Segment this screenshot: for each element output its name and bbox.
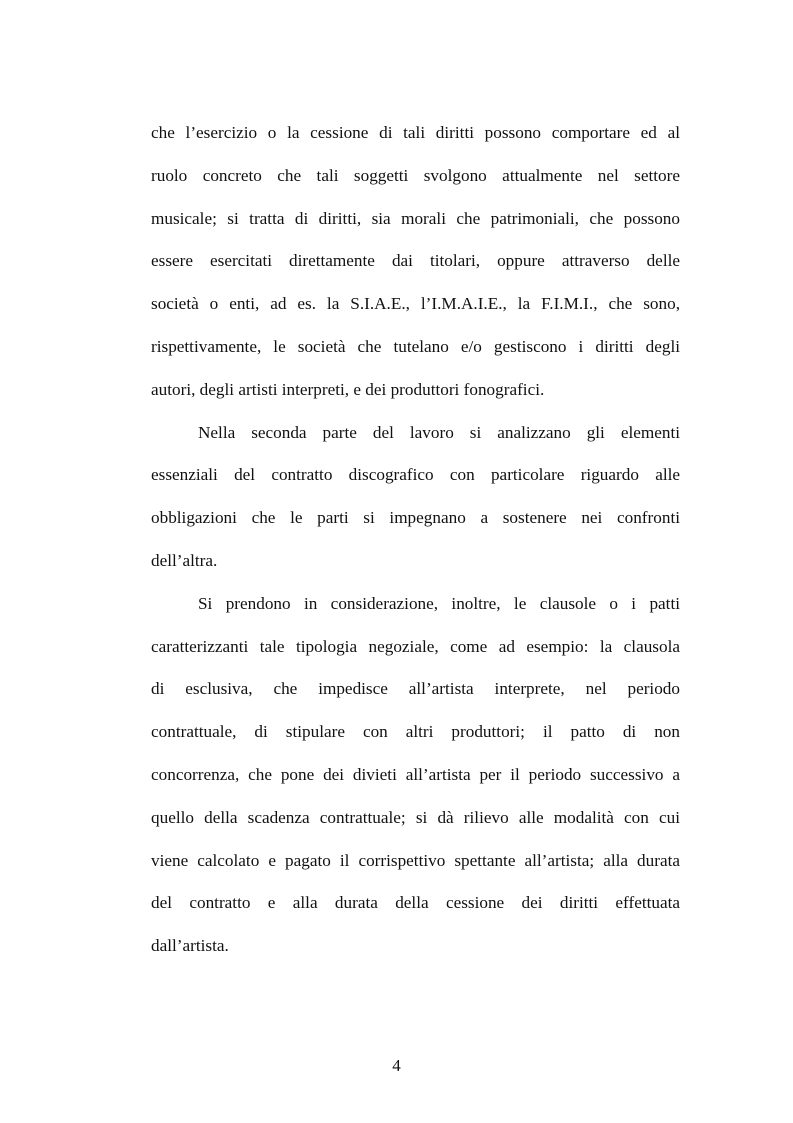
text-line: quello della scadenza contrattuale; si dà rilievo alle modalità con cui xyxy=(151,807,680,827)
text-line: essenziali del contratto discografico con particolare riguardo alle xyxy=(151,465,680,485)
text-line: concorrenza, che pone dei divieti all’artista per il periodo successivo a xyxy=(151,764,680,784)
text-line: Nella seconda parte del lavoro si analizzano gli elementi xyxy=(198,422,680,442)
text-line: autori, degli artisti interpreti, e dei produttori fonografici. xyxy=(151,379,545,399)
text-line: di esclusiva, che impedisce all’artista interprete, nel periodo xyxy=(151,679,680,699)
body-text xyxy=(151,112,680,968)
text-line: caratterizzanti tale tipologia negoziale, come ad esempio: la clausola xyxy=(151,636,680,656)
text-line: contrattuale, di stipulare con altri produttori; il patto di non xyxy=(151,722,680,742)
paragraph-1 xyxy=(151,112,680,412)
text-line: essere esercitati direttamente dai titolari, oppure attraverso delle xyxy=(151,251,680,271)
text-line: ruolo concreto che tali soggetti svolgono attualmente nel settore xyxy=(151,165,680,185)
text-line: che l’esercizio o la cessione di tali diritti possono comportare ed al xyxy=(151,123,680,142)
text-line: dell’altra. xyxy=(151,550,218,570)
text-line: del contratto e alla durata della cessione dei diritti effettuata xyxy=(151,893,680,913)
page-number: 4 xyxy=(392,1056,401,1075)
text-line: dall’artista. xyxy=(151,936,229,956)
text-line: rispettivamente, le società che tutelano e/o gestiscono i diritti degli xyxy=(151,336,680,356)
paragraph-2 xyxy=(151,412,680,583)
text-line: viene calcolato e pagato il corrispettivo spettante all’artista; alla durata xyxy=(151,850,680,870)
text-line: musicale; si tratta di diritti, sia morali che patrimoniali, che possono xyxy=(151,208,680,228)
text-line: società o enti, ad es. la S.I.A.E., l’I.M.A.I.E., la F.I.M.I., che sono, xyxy=(151,294,680,314)
text-line: obbligazioni che le parti si impegnano a sostenere nei confronti xyxy=(151,508,680,528)
paragraph-3 xyxy=(151,583,680,968)
text-line: Si prendono in considerazione, inoltre, le clausole o i patti xyxy=(198,593,680,613)
